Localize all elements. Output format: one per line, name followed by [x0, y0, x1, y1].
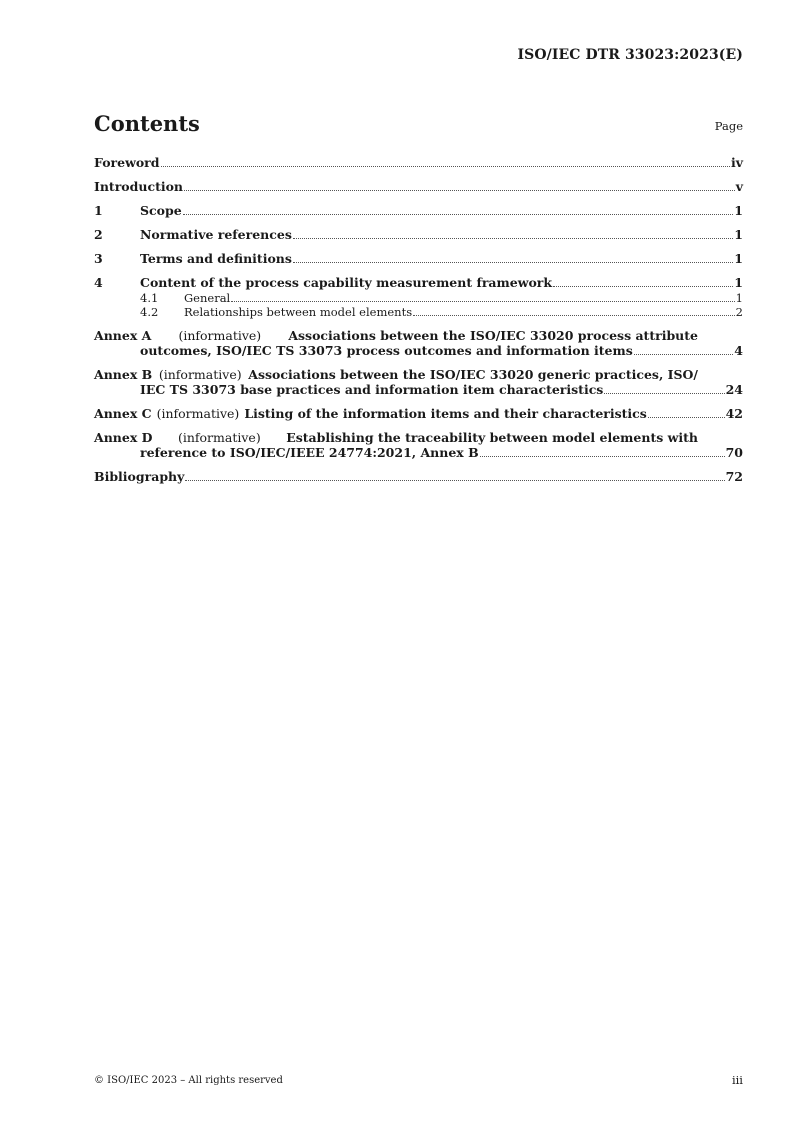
- toc-entry-title: Bibliography: [94, 469, 185, 484]
- toc-entry-title: Relationships between model elements: [184, 305, 413, 319]
- toc-entry-annex-c[interactable]: [94, 406, 743, 421]
- annex-title-line1: Listing of the information items and their characteristics: [244, 406, 647, 421]
- annex-title-line1: Associations between the ISO/IEC 33020 generic practices, ISO/: [248, 367, 698, 382]
- dot-leader: [184, 190, 735, 191]
- toc-entry-annex-b[interactable]: [94, 367, 743, 397]
- annex-title-line2: IEC TS 33073 base practices and information item characteristics: [140, 382, 604, 397]
- dot-leader: [604, 393, 724, 394]
- toc-entry-page: 1: [735, 291, 743, 305]
- toc-entry-annex-a[interactable]: [94, 328, 743, 358]
- dot-leader: [293, 238, 733, 239]
- annex-label: Annex C: [94, 406, 152, 421]
- document-id: ISO/IEC DTR 33023:2023(E): [517, 47, 743, 63]
- toc-entry-page: 72: [725, 469, 743, 484]
- toc-entry-normative-references[interactable]: [94, 227, 743, 242]
- dot-leader: [553, 286, 733, 287]
- toc-entry-introduction[interactable]: [94, 179, 743, 194]
- toc-entry-page: 1: [734, 203, 743, 218]
- annex-label: Annex D: [94, 430, 153, 445]
- annex-title-line1: Associations between the ISO/IEC 33020 process attribute: [288, 328, 698, 343]
- dot-leader: [634, 354, 734, 355]
- annex-informative: (informative): [178, 328, 262, 343]
- toc-entry-page: iv: [730, 155, 743, 170]
- annex-label: Annex B: [94, 367, 153, 382]
- toc-entry-terms-and-definitions[interactable]: [94, 251, 743, 266]
- toc-entry-bibliography[interactable]: [94, 469, 743, 484]
- toc-entry-page: 1: [734, 251, 743, 266]
- toc-entry-scope[interactable]: [94, 203, 743, 218]
- annex-title-line2: outcomes, ISO/IEC TS 33073 process outcomes and information items: [140, 343, 633, 358]
- annex-informative: (informative): [177, 430, 261, 445]
- annex-title-line2: reference to ISO/IEC/IEEE 24774:2021, Annex B: [140, 445, 479, 460]
- toc-entry-annex-d[interactable]: [94, 430, 743, 460]
- toc-entry-title: General: [184, 291, 231, 305]
- toc-entry-number: 3: [94, 251, 103, 266]
- copyright-notice: © ISO/IEC 2023 – All rights reserved: [94, 1075, 283, 1086]
- dot-leader: [183, 214, 734, 215]
- dot-leader: [293, 262, 733, 263]
- toc-entry-general[interactable]: [94, 292, 743, 305]
- dot-leader: [413, 315, 735, 316]
- toc-entry-content-framework[interactable]: [94, 275, 743, 290]
- toc-entry-page: 4: [734, 343, 743, 358]
- toc-entry-page: 42: [725, 406, 743, 421]
- annex-informative: (informative): [156, 406, 240, 421]
- dot-leader: [185, 480, 724, 481]
- contents-heading: Contents: [94, 111, 200, 136]
- toc-entry-page: 1: [734, 275, 743, 290]
- toc-entry-title: Content of the process capability measurement framework: [140, 275, 553, 290]
- toc-entry-title: Terms and definitions: [140, 251, 292, 266]
- toc-entry-page: 24: [725, 382, 743, 397]
- toc-entry-number: 4.1: [140, 291, 159, 305]
- toc-entry-number: 2: [94, 227, 103, 242]
- toc-entry-title: Normative references: [140, 227, 292, 242]
- toc-entry-title: Scope: [140, 203, 182, 218]
- toc-entry-number: 4: [94, 275, 103, 290]
- annex-label: Annex A: [94, 328, 152, 343]
- toc-entry-title: Introduction: [94, 179, 184, 194]
- dot-leader: [480, 456, 725, 457]
- annex-informative: (informative): [158, 367, 242, 382]
- toc-entry-number: 4.2: [140, 305, 159, 319]
- table-of-contents: [94, 155, 743, 484]
- dot-leader: [231, 301, 734, 302]
- toc-entry-number: 1: [94, 203, 103, 218]
- page-column-label: Page: [714, 119, 743, 133]
- dot-leader: [161, 166, 730, 167]
- toc-entry-page: 1: [734, 227, 743, 242]
- page-number: iii: [731, 1073, 743, 1087]
- toc-entry-relationships[interactable]: [94, 306, 743, 319]
- toc-entry-title: Foreword: [94, 155, 160, 170]
- toc-entry-foreword[interactable]: [94, 155, 743, 170]
- annex-title-line1: Establishing the traceability between model elements with: [286, 430, 698, 445]
- dot-leader: [648, 417, 725, 418]
- toc-entry-page: v: [735, 179, 743, 194]
- toc-entry-page: 2: [735, 305, 743, 319]
- toc-entry-page: 70: [725, 445, 743, 460]
